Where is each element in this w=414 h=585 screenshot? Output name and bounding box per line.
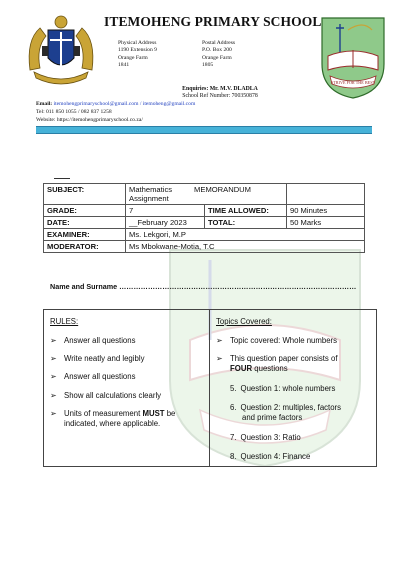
question-item: 6. Question 2: multiples, factors and prime factors xyxy=(230,403,342,422)
badge-motto: STRIVE FOR THE BEST xyxy=(330,80,376,85)
rules-topics-box xyxy=(43,309,377,467)
memo-label: MEMORANDUM xyxy=(194,185,251,194)
total-value: 50 Marks xyxy=(287,217,365,229)
tel-line: Tel: 011 850 1055 / 082 837 1258 xyxy=(36,109,112,115)
rule-item: ➢ Answer all questions xyxy=(50,372,136,381)
subject-value-2: Assignment xyxy=(129,194,169,203)
enquiries-block: Enquiries: Mr. M.V. DLADLA School Ref Number: 700350878 xyxy=(182,86,258,100)
question-item: 8. Question 4: Finance xyxy=(230,452,311,461)
arrow-bullet-icon: ➢ xyxy=(50,336,57,345)
time-value: 90 Minutes xyxy=(287,205,365,217)
rule-item: ➢ Show all calculations clearly xyxy=(50,391,162,400)
moderator-value: Ms Mbokwane-Motia, T.C xyxy=(126,241,365,253)
school-crest-logo xyxy=(20,10,102,86)
subject-label: SUBJECT: xyxy=(44,184,126,205)
subject-cell xyxy=(126,184,287,205)
assignment-info-table xyxy=(43,183,365,253)
date-label: DATE: xyxy=(44,217,126,229)
postal-address: Postal Address P.O. Box 200 Orange Farm 1805 xyxy=(202,40,236,69)
rule-item: ➢ Units of measurement MUST be indicated, where applicable. xyxy=(50,409,176,428)
date-value: __February 2023 xyxy=(126,217,205,229)
grade-label: GRADE: xyxy=(44,205,126,217)
arrow-bullet-icon: ➢ xyxy=(50,391,57,400)
topic-item: ➢ This question paper consists of FOUR questions xyxy=(216,354,338,373)
school-name: ITEMOHENG PRIMARY SCHOOL xyxy=(104,14,322,29)
arrow-bullet-icon: ➢ xyxy=(216,336,223,345)
arrow-bullet-icon: ➢ xyxy=(50,409,57,418)
grade-value: 7 xyxy=(126,205,205,217)
rule-item: ➢ Write neatly and legibly xyxy=(50,354,145,363)
arrow-bullet-icon: ➢ xyxy=(216,354,223,363)
question-item: 5. Question 1: whole numbers xyxy=(230,384,336,393)
subject-value: Mathematics xyxy=(129,185,173,194)
email-line: Email: itemohengprimaryschool@gmail.com / itemoheng@gmail.com xyxy=(36,101,196,107)
question-item: 7. Question 3: Ratio xyxy=(230,433,301,442)
time-label: TIME ALLOWED: xyxy=(205,205,287,217)
short-rule xyxy=(54,178,70,179)
examiner-label: EXAMINER: xyxy=(44,229,126,241)
email-link[interactable]: itemohengprimaryschool@gmail.com / itemoheng@gmail.com xyxy=(53,101,196,107)
school-badge-logo xyxy=(318,12,388,100)
moderator-label: MODERATOR: xyxy=(44,241,126,253)
arrow-bullet-icon: ➢ xyxy=(50,372,57,381)
rules-title: RULES: xyxy=(50,317,79,326)
name-and-surname-field[interactable]: Name and Surname ……………………………………………………………………………………… xyxy=(50,282,357,291)
column-divider xyxy=(209,310,210,466)
total-label: TOTAL: xyxy=(205,217,287,229)
header-divider-bar xyxy=(36,126,372,134)
arrow-bullet-icon: ➢ xyxy=(50,354,57,363)
rule-item: ➢ Answer all questions xyxy=(50,336,136,345)
topics-title: Topics Covered: xyxy=(216,317,272,326)
examiner-value: Ms. Lekgori, M.P xyxy=(126,229,365,241)
physical-address: Physical Address 1190 Extension 9 Orange Farm 1841 xyxy=(118,40,157,69)
topic-item: ➢ Topic covered: Whole numbers xyxy=(216,336,338,345)
website-line: Website: https://itemohengprimaryschool.co.za/ xyxy=(36,117,143,123)
